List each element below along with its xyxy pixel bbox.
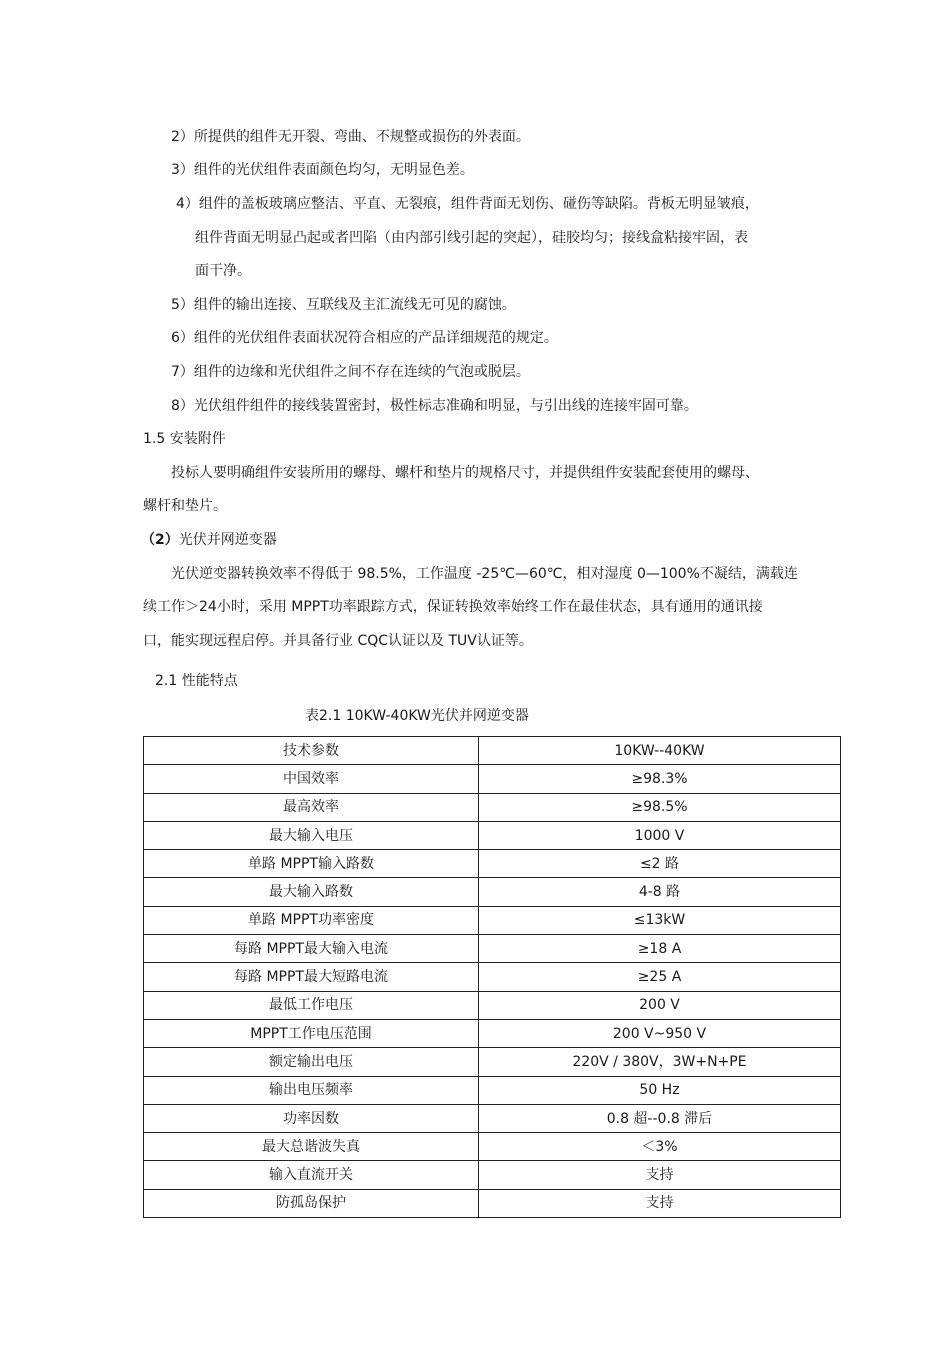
parameter-value-cell: 10KW--40KW <box>479 737 841 765</box>
table-row <box>144 991 841 1019</box>
section-2-heading-text: 光伏并网逆变器 <box>178 532 277 548</box>
list-item-4-cont-1: 组件背面无明显凸起或者凹陷（由内部引线引起的突起），硅胶均匀；接线盒粘接牢固，表 <box>195 230 748 246</box>
section-2-paragraph-line-3: 口，能实现远程启停。并具备行业 CQC认证以及 TUV认证等。 <box>143 633 533 649</box>
parameter-name-cell: 功率因数 <box>144 1104 479 1132</box>
parameter-value-cell: ≥98.3% <box>479 765 841 793</box>
table-row <box>144 1104 841 1132</box>
table-row <box>144 1133 841 1161</box>
parameter-value-cell: 0.8 超--0.8 滞后 <box>479 1104 841 1132</box>
parameter-name-cell: 单路 MPPT输入路数 <box>144 850 479 878</box>
parameter-name-cell: 最高效率 <box>144 793 479 821</box>
parameter-value-cell: 4-8 路 <box>479 878 841 906</box>
list-item-5: 5）组件的输出连接、互联线及主汇流线无可见的腐蚀。 <box>171 297 516 313</box>
parameter-value-cell: 50 Hz <box>479 1076 841 1104</box>
parameter-name-cell: 防孤岛保护 <box>144 1189 479 1217</box>
parameter-value-cell: ≤13kW <box>479 906 841 934</box>
section-2-paragraph-line-2: 续工作＞24小时，采用 MPPT功率跟踪方式，保证转换效率始终工作在最佳状态，具有通用的通讯接 <box>143 599 763 615</box>
parameter-value-cell: ≤2 路 <box>479 850 841 878</box>
parameter-name-cell: 最大输入路数 <box>144 878 479 906</box>
spec-table-body <box>144 737 841 1218</box>
parameter-value-cell: 200 V <box>479 991 841 1019</box>
list-item-6: 6）组件的光伏组件表面状况符合相应的产品详细规范的规定。 <box>171 330 558 346</box>
table-row <box>144 765 841 793</box>
parameter-name-cell: 最低工作电压 <box>144 991 479 1019</box>
table-row <box>144 850 841 878</box>
table-row <box>144 878 841 906</box>
parameter-name-cell: 额定输出电压 <box>144 1048 479 1076</box>
table-row <box>144 1161 841 1189</box>
spec-table <box>143 736 841 1218</box>
table-row <box>144 1076 841 1104</box>
list-item-4-cont-2: 面干净。 <box>195 263 251 279</box>
parameter-name-cell: 技术参数 <box>144 737 479 765</box>
parameter-value-cell: ≥18 A <box>479 935 841 963</box>
table-row <box>144 737 841 765</box>
section-1-5-paragraph-line-1: 投标人要明确组件安装所用的螺母、螺杆和垫片的规格尺寸，并提供组件安装配套使用的螺母、 <box>171 465 759 481</box>
section-2-heading-number: （2） <box>141 532 179 548</box>
parameter-name-cell: 最大输入电压 <box>144 821 479 849</box>
section-1-5-paragraph-line-2: 螺杆和垫片。 <box>143 498 227 514</box>
parameter-name-cell: 中国效率 <box>144 765 479 793</box>
section-1-5-heading: 1.5 安装附件 <box>143 431 226 447</box>
parameter-value-cell: 1000 V <box>479 821 841 849</box>
parameter-value-cell: 220V / 380V，3W+N+PE <box>479 1048 841 1076</box>
parameter-name-cell: 输入直流开关 <box>144 1161 479 1189</box>
table-row <box>144 906 841 934</box>
table-row <box>144 935 841 963</box>
parameter-name-cell: 每路 MPPT最大输入电流 <box>144 935 479 963</box>
parameter-name-cell: 单路 MPPT功率密度 <box>144 906 479 934</box>
table-row <box>144 1189 841 1217</box>
parameter-name-cell: 每路 MPPT最大短路电流 <box>144 963 479 991</box>
table-row <box>144 821 841 849</box>
section-2-1-heading: 2.1 性能特点 <box>155 673 238 689</box>
parameter-value-cell: ＜3% <box>479 1133 841 1161</box>
table-caption: 表2.1 10KW-40KW光伏并网逆变器 <box>305 708 529 724</box>
section-2-paragraph-line-1: 光伏逆变器转换效率不得低于 98.5%，工作温度 -25℃—60℃，相对湿度 0—100%不凝结，满载连 <box>171 566 798 582</box>
parameter-value-cell: ≥25 A <box>479 963 841 991</box>
list-item-4: 4）组件的盖板玻璃应整洁、平直、无裂痕，组件背面无划伤、碰伤等缺陷。背板无明显皱痕， <box>176 196 759 212</box>
table-row <box>144 793 841 821</box>
parameter-name-cell: 输出电压频率 <box>144 1076 479 1104</box>
list-item-3: 3）组件的光伏组件表面颜色均匀，无明显色差。 <box>171 162 474 178</box>
parameter-value-cell: 200 V~950 V <box>479 1019 841 1047</box>
list-item-8: 8）光伏组件组件的接线装置密封，极性标志准确和明显，与引出线的连接牢固可靠。 <box>171 398 698 414</box>
table-row <box>144 963 841 991</box>
parameter-value-cell: ≥98.5% <box>479 793 841 821</box>
list-item-2: 2）所提供的组件无开裂、弯曲、不规整或损伤的外表面。 <box>171 129 530 145</box>
table-row <box>144 1048 841 1076</box>
parameter-value-cell: 支持 <box>479 1189 841 1217</box>
parameter-name-cell: MPPT工作电压范围 <box>144 1019 479 1047</box>
parameter-name-cell: 最大总谐波失真 <box>144 1133 479 1161</box>
table-row <box>144 1019 841 1047</box>
parameter-value-cell: 支持 <box>479 1161 841 1189</box>
list-item-7: 7）组件的边缘和光伏组件之间不存在连续的气泡或脱层。 <box>171 364 530 380</box>
section-2-heading <box>141 530 277 550</box>
